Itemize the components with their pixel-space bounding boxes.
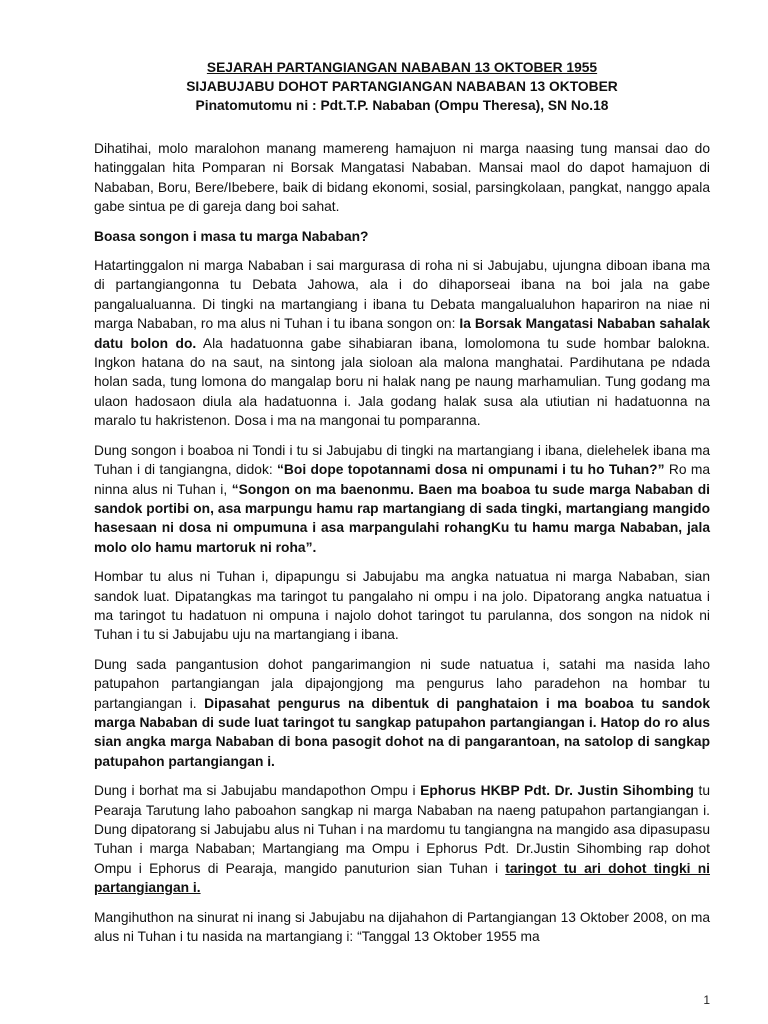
paragraph-6-underlined: taringot tu ari dohot tingki ni partangiangan i. <box>94 860 710 896</box>
paragraph-5-bold: Dipasahat pengurus na dibentuk di panghataion i ma boaboa tu sandok marga Nababan di sude luat taringot tu sangkap patupahon partangiangan i. Hatop do ro alus sian angka marga Nababan di bona pasogit dohot na di pangarantoan, na satolop di sangkap patupahon partangiangan i. <box>94 695 710 769</box>
paragraph-3-text-a: Dung songon i boaboa ni Tondi i tu si Jabujabu di tingki na martangiang i ibana, dielehelek ibana ma Tuhan i di tangiangna, didok: <box>94 442 710 478</box>
paragraph-2-bold-quote: Ia Borsak Mangatasi Nababan sahalak datu bolon do. <box>94 316 711 351</box>
paragraph-3-bold-question: “Boi dope topotannami dosa ni ompunami i tu ho Tuhan?” <box>277 462 665 478</box>
paragraph-6 <box>94 781 710 897</box>
paragraph-3 <box>94 441 710 557</box>
section-heading: Boasa songon i masa tu marga Nababan? <box>94 228 369 244</box>
paragraph-3-bold-answer: “Songon on ma baenonmu. Baen ma boaboa tu sude marga Nababan di sandok portibi on, asa marpungu hamu rap martangiang di sada tingki, martangiang mangido hasesaan ni dosa ni ompumuna i asa marpangulahi rohangKu tu hamu marga Nababan, jala molo olo hamu martoruk ni roha”. <box>94 481 711 555</box>
paragraph-5 <box>94 655 710 771</box>
document-header <box>94 58 710 115</box>
paragraph-6-bold-ephorus: Ephorus HKBP Pdt. Dr. Justin Sihombing <box>420 783 694 799</box>
paragraph-2-text-c: Ala hadatuonna gabe sihabiaran ibana, lomolomona tu sude hombar balokna. Ingkon hatana do na saut, na sintong jala sioloan ala malona manghatai. Pardihutana pe ndada holan sada, tung lomona do mangalap boru ni halak nang pe naung marhamulian. Tung godang ma ulaon hadosaon diula ala hadatuonna i. Jala godang halak susa ala utiutian ni hadatuonna na maralo tu hakristenon. Dosa i ma na mangonai tu pomparanna. <box>94 335 711 429</box>
paragraph-3-text-c: Ro ma ninna alus ni Tuhan i, <box>94 462 710 497</box>
paragraph-intro: Dihatihai, molo maralohon manang mamereng hamajuon ni marga naasing tung mansai dao do hatinggalan hita Pomparan ni Borsak Mangatasi Nababan. Mansai maol do dapot hamajuon di Nababan, Boru, Bere/Ibebere, baik di bidang ekonomi, sosial, parsingkolaan, pangkat, nanggo apala gabe sintua pe di gareja dang boi sahat. <box>94 141 710 215</box>
document-author: Pinatomutomu ni : Pdt.T.P. Nababan (Ompu Theresa), SN No.18 <box>195 98 609 113</box>
page-number: 1 <box>703 992 710 1007</box>
paragraph-2 <box>94 256 710 431</box>
paragraph-2-text-a: Hatartinggalon ni marga Nababan i sai margurasa di roha ni si Jabujabu, ujungna diboan ibana ma di partangiangonna tu Debata Jahowa, ala i do dihaporseai ibana na boi jala na gabe pangalualuanna. Di tingki na martangiang i ibana tu Debata mangalualuhon hapariron na niae ni marga Nababan, ro ma alus ni Tuhan i tu ibana songon on: <box>94 258 710 332</box>
document-title: SEJARAH PARTANGIANGAN NABABAN 13 OKTOBER 1955 <box>206 60 598 75</box>
paragraph-6-text-a: Dung i borhat ma si Jabujabu mandapothon Ompu i <box>94 783 421 799</box>
document-subtitle: SIJABUJABU DOHOT PARTANGIANGAN NABABAN 13 OKTOBER <box>186 79 618 94</box>
paragraph-4: Hombar tu alus ni Tuhan i, dipapungu si Jabujabu ma angka natuatua ni marga Nababan, sian sandok luat. Dipatangkas ma taringot tu pangalaho ni ompu i na jolo. Dipatorang angka natuatua i ma taringot tu hadatuon ni ompuna i najolo dohot taringot tu parulanna, dos songon na nidok ni Tuhan i tu si Jabujabu uju na martangiang i ibana. <box>94 569 710 643</box>
paragraph-7: Mangihuthon na sinurat ni inang si Jabujabu na dijahahon di Partangiangan 13 Oktober 2008, on ma alus ni Tuhan i tu nasida na martangiang i: “Tanggal 13 Oktober 1955 ma <box>94 909 710 945</box>
paragraph-6-text-c: tu Pearaja Tarutung laho paboahon sangkap ni marga Nababan na naeng patupahon partangiangan i. Dung dipatorang si Jabujabu alus ni Tuhan i na mardomu tu tangiangna na mangido asa dipasupasu Tuhan i marga Nababan; Martangiang ma Ompu i Ephorus Pdt. Dr.Justin Sihombing rap dohot Ompu i Ephorus di Pearaja, mangido panuturion sian Tuhan i <box>94 783 710 876</box>
paragraph-5-text-a: Dung sada pangantusion dohot pangarimangion ni sude natuatua i, satahi ma nasida laho patupahon partangiangan jala dipajongjong ma pengurus laho paradehon na hombar tu partangiangan i. <box>94 656 710 711</box>
